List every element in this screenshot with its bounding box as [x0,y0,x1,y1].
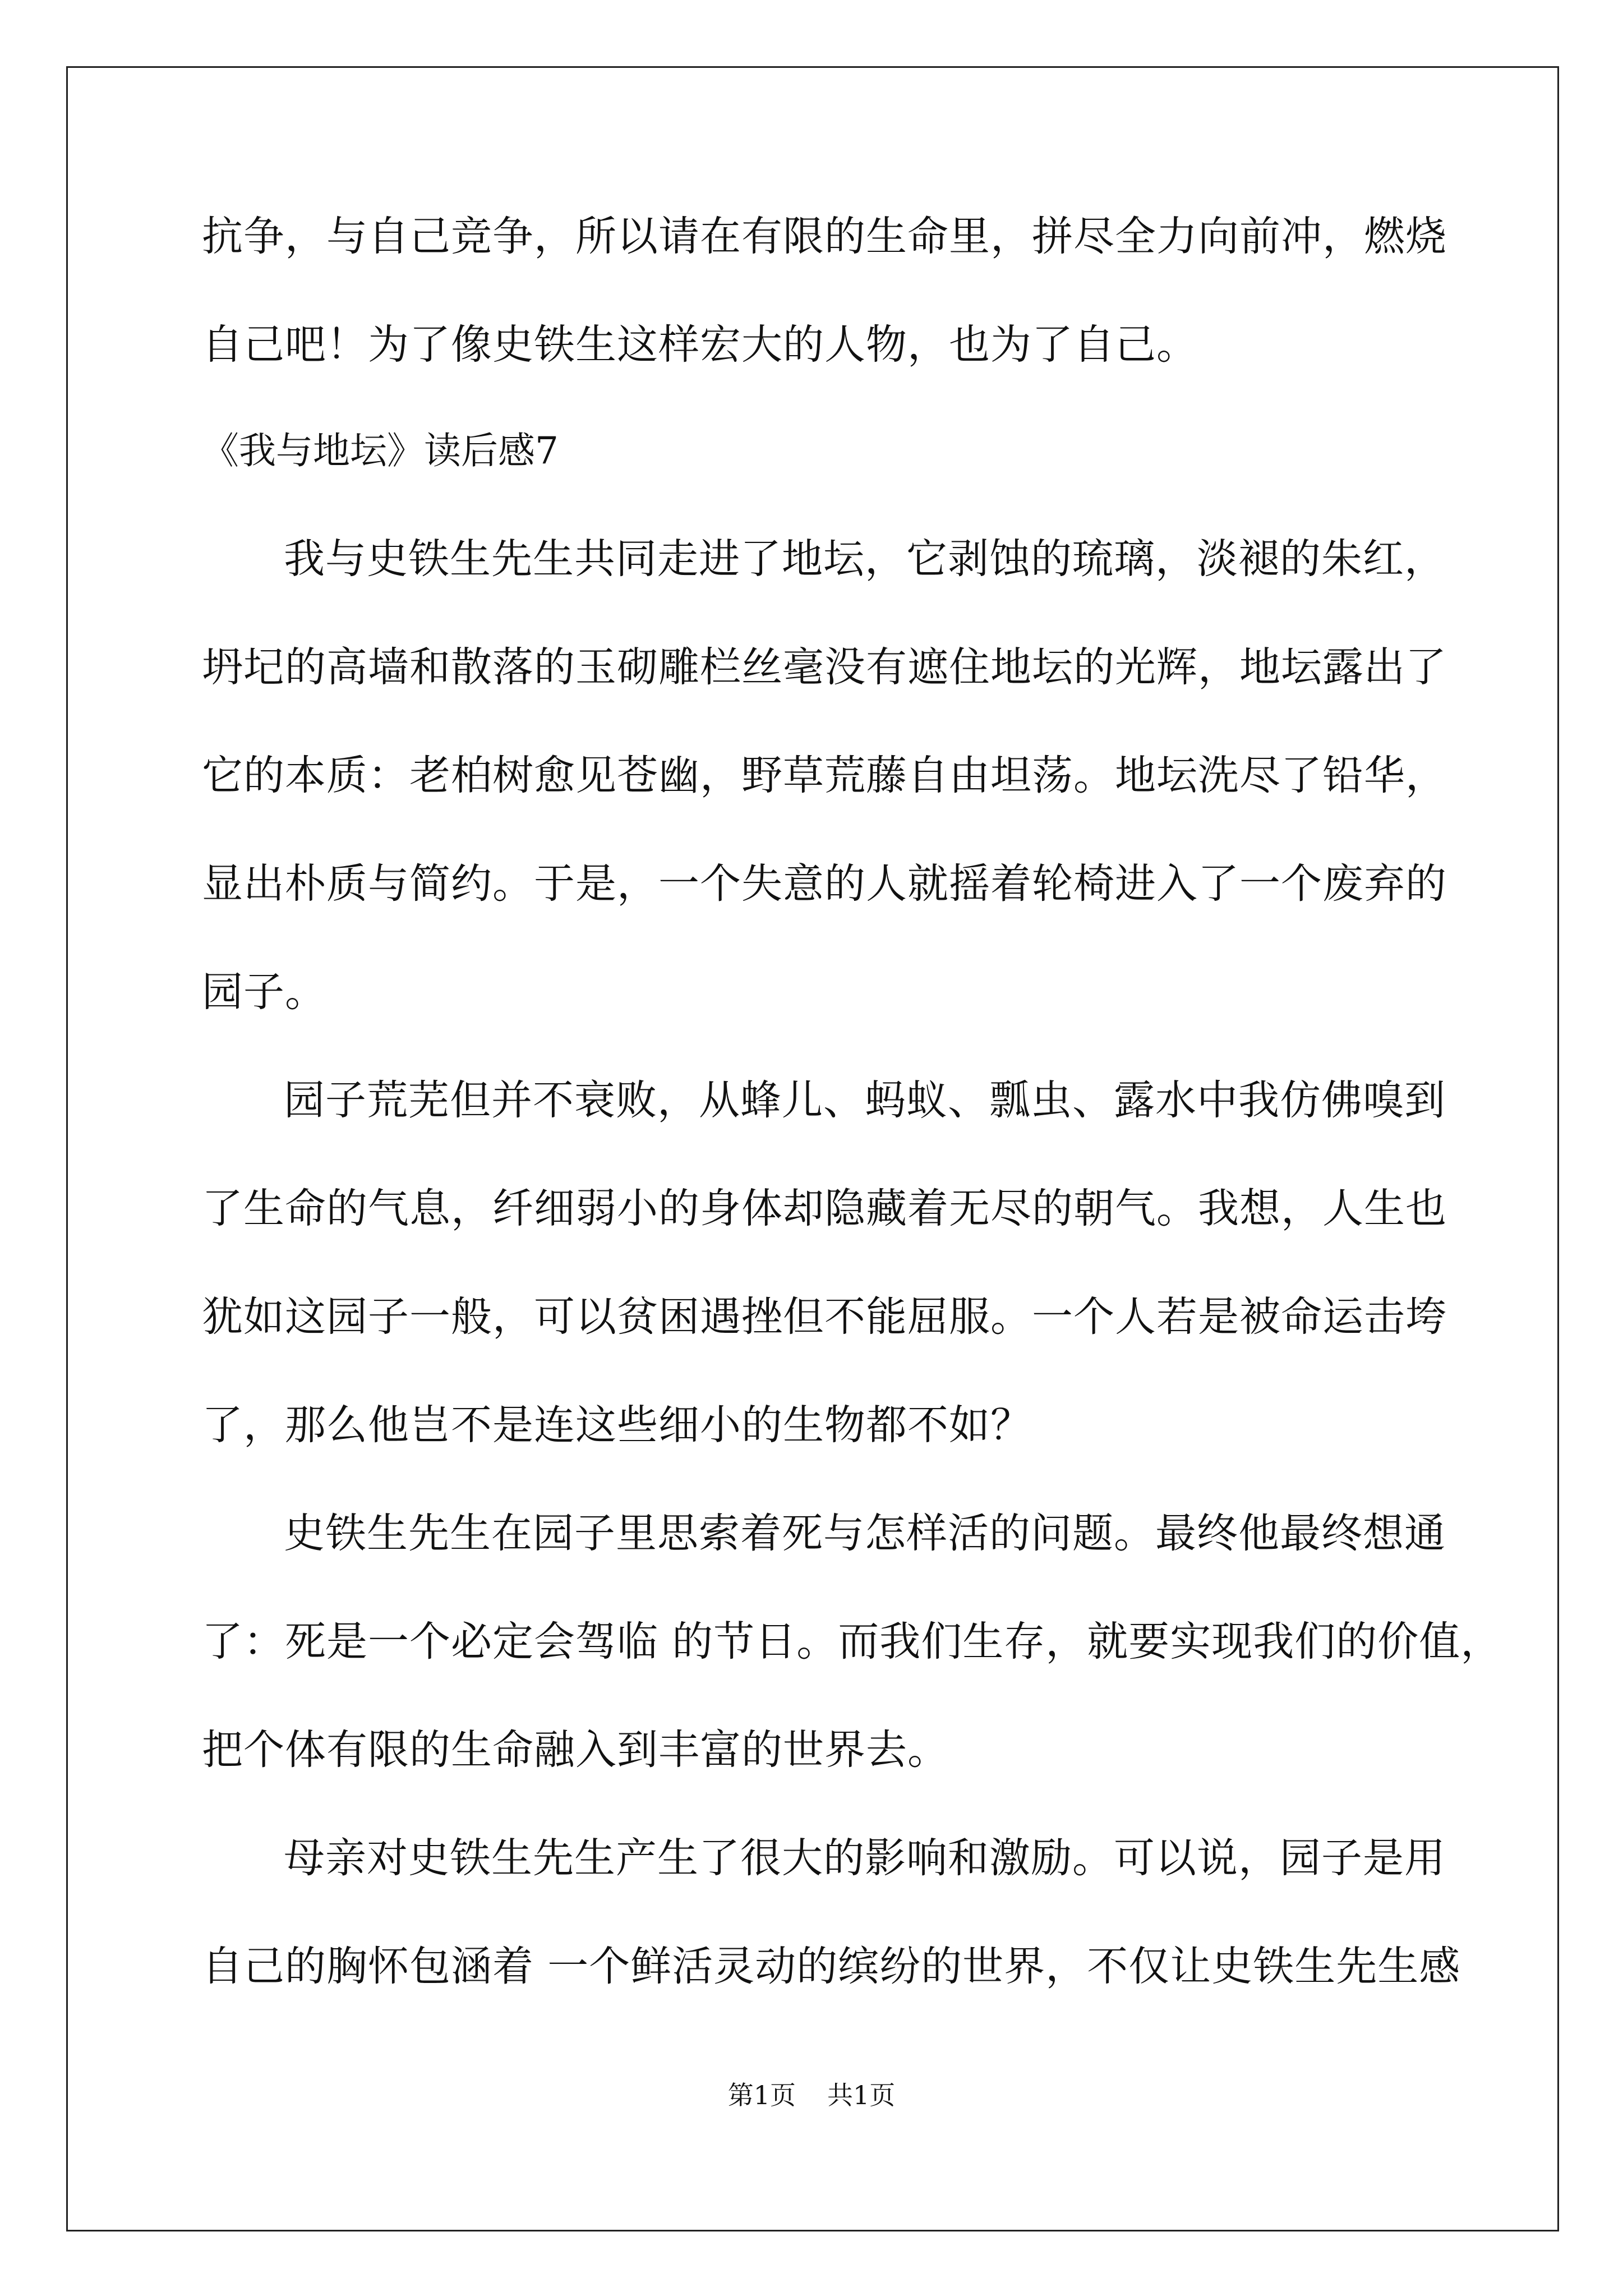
text-line: 了：死是一个必定会驾临 的节日。而我们生存，就要实现我们的价值， [202,1618,1502,1665]
section-heading: 《我与地坛》读后感7 [202,429,559,472]
text-line: 把个体有限的生命融入到丰富的世界去。 [202,1726,949,1774]
paragraph-first-line: 母亲对史铁生先生产生了很大的影响和激励。可以说，园子是用 [284,1834,1446,1882]
page-total: 共1页 [827,2080,896,2110]
text-line: 了，那么他岂不是连这些细小的生物都不如？ [202,1401,1032,1449]
text-line: 抗争，与自己竞争，所以请在有限的生命里，拼尽全力向前冲，燃烧 [202,213,1447,260]
text-line: 显出朴质与简约。于是，一个失意的人就摇着轮椅进入了一个废弃的 [202,860,1447,908]
text-line: 犹如这园子一般，可以贫困遇挫但不能屈服。一个人若是被命运击垮 [202,1293,1447,1341]
paragraph-first-line: 我与史铁生先生共同走进了地坛，它剥蚀的琉璃，淡褪的朱红， [284,535,1446,583]
paragraph-first-line: 园子荒芜但并不衰败，从蜂儿、蚂蚁、瓢虫、露水中我仿佛嗅到 [284,1076,1446,1124]
text-line: 园子。 [202,968,326,1016]
text-line: 自己的胸怀包涵着 一个鲜活灵动的缤纷的世界，不仅让史铁生先生感 [202,1943,1461,1990]
page-number: 第1页 [727,2080,796,2110]
paragraph-first-line: 史铁生先生在园子里思索着死与怎样活的问题。最终他最终想通 [284,1510,1446,1557]
text-line: 了生命的气息，纤细弱小的身体却隐藏着无尽的朝气。我想，人生也 [202,1185,1447,1232]
text-line: 它的本质：老柏树愈见苍幽，野草荒藤自由坦荡。地坛洗尽了铅华， [202,752,1447,799]
text-line: 自己吧！为了像史铁生这样宏大的人物，也为了自己。 [202,321,1198,369]
document-body [202,213,1502,1990]
text-line: 坍圮的高墙和散落的玉砌雕栏丝毫没有遮住地坛的光辉，地坛露出了 [202,643,1447,691]
page-footer [0,2082,1623,2108]
